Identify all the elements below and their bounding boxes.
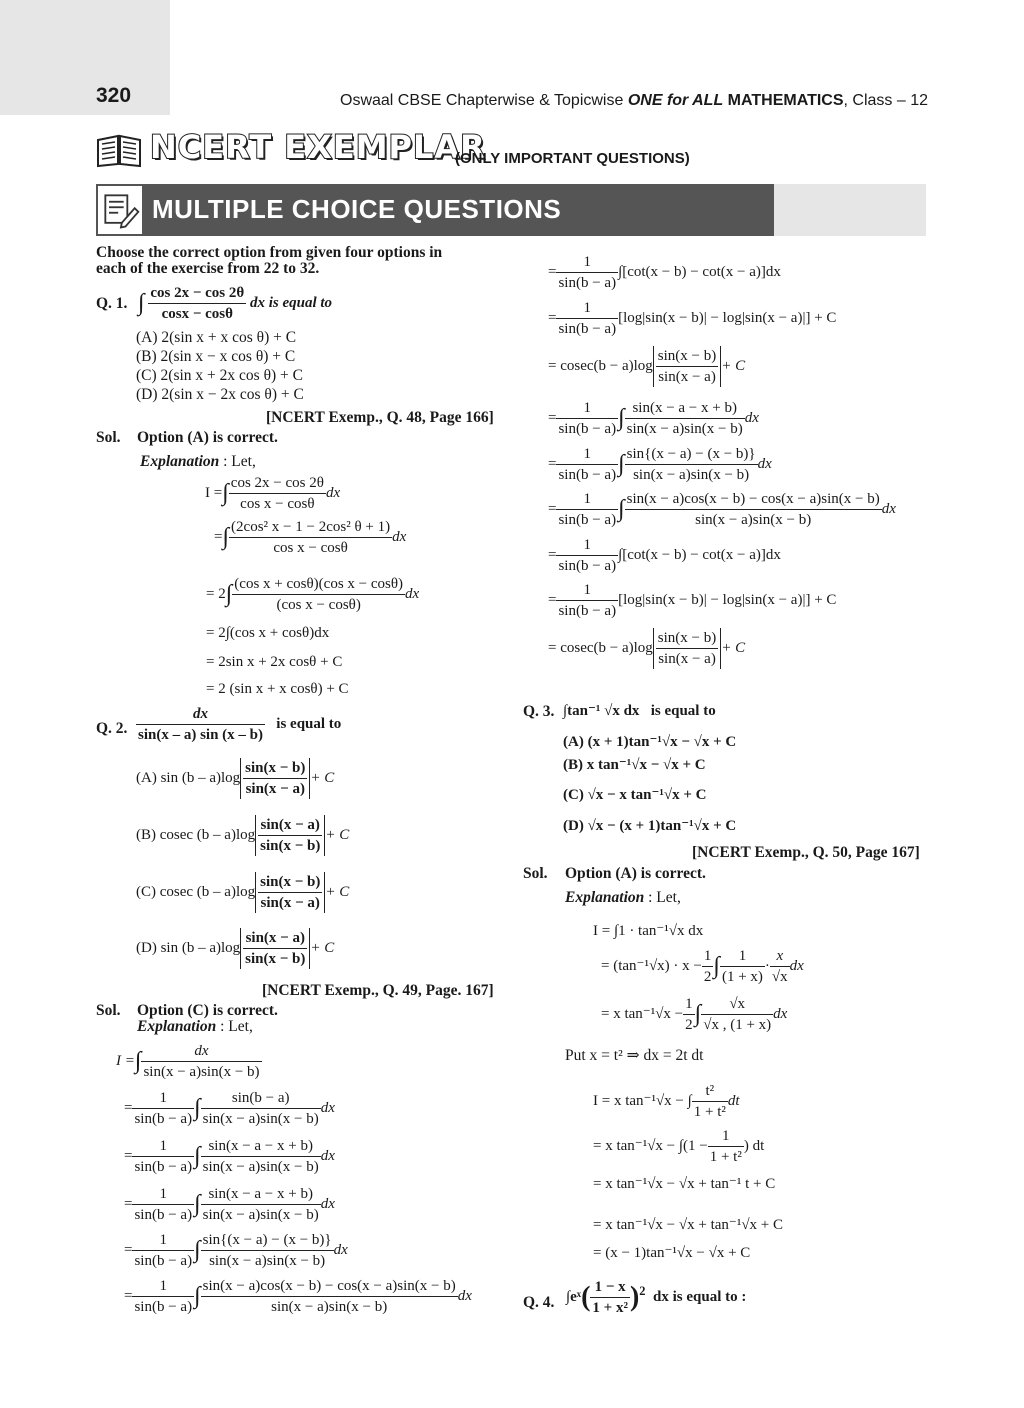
q2-right-step-5-den: sin(x − a)sin(x − b) [633,467,750,483]
q3-step-2: = (tan⁻¹√x) · x − $\frac{1}{2}$ ∫ $\frac{1}{(1 + x)}$ · $\frac{x}{√x}$ dx [601,948,804,985]
q1-sol: Option (A) is correct. [137,429,278,446]
q3-expl-label: Explanation [565,889,645,906]
q2-left-step-6-num: sin(x − a)cos(x − b) − cos(x − a)sin(x − b) [201,1276,458,1297]
plus-c: + C [310,939,335,956]
dx-label: dx [744,409,759,426]
q2-option-d-lead: (D) sin (b – a)log [136,939,241,956]
q3-step-1: I = ∫1 · tan⁻¹√x dx [593,923,704,939]
q2-left-step-6: = $\frac{1}{\sin(b - a)}$ ∫ $\frac{\sin(x - a)\cos(x - b) - \cos(x - a)\sin(x - b)}{\sin(x - a)\sin(x - b)}$ dx [124,1278,472,1315]
q1-step-3: = 2∫ $\frac{\text{(cos x + cosθ)(cos x − cosθ)}}{\text{(cos x − cosθ)}}$ dx [206,576,420,613]
q4-tail: dx is equal to : [653,1288,747,1305]
q2-left-step-2: = $\frac{1}{\sin(b - a)}$ ∫ $\frac{\sin(b - a)}{\sin(x - a)\sin(x - b)}$ dx [124,1090,335,1127]
q2-left-step-3-fn: 1 [132,1136,194,1157]
q1-step-1: I =∫ $\frac{\cos 2x - \cos 2\theta}{\text{cos x − cosθ}}$ dx [205,475,341,512]
q3-step-3-half-den: 2 [685,1017,693,1033]
q2-right-fd: sin(b − a) [558,603,617,619]
dx-label: dx [881,500,896,517]
q3-step-6: = x tan⁻¹√x − √x + tan⁻¹ t + C [593,1176,776,1192]
q3-option-b: (B) x tan⁻¹√x − √x + C [563,757,706,773]
q3-step-5-den: 1 + t² [709,1149,742,1165]
q2-left-step-5-fn: 1 [132,1230,194,1251]
q2-explanation [137,1017,253,1036]
q2-right-fd: sin(b − a) [558,467,617,483]
q3-stem [563,701,716,720]
plus-c: + C [325,883,350,900]
q1-explanation [140,452,256,471]
plus-c: + C [310,769,335,786]
q2-right-step-3-den: sin(x − a) [658,369,716,385]
page-number: 320 [96,84,132,107]
q2-left-step-5-lead: = [124,1241,133,1258]
q2-right-fn: 1 [556,535,618,556]
q2-option-c-lead: (C) cosec (b – a)log [136,883,256,900]
dx-label: dx [320,1195,335,1212]
q2-left-step-2-fn: 1 [132,1088,194,1109]
q2-option-b [136,815,349,856]
q3-step-2-half-den: 2 [703,969,712,985]
q2-option-d-den: sin(x − b) [245,951,306,967]
q3-step-4-lead: I = x tan⁻¹√x − ∫ [593,1092,692,1109]
q2-right-fd: sin(b − a) [558,421,617,437]
q1-step-6: = 2 (sin x + x cosθ) + C [206,681,349,697]
q2-left-step-3-fd: sin(b − a) [134,1159,193,1175]
q2-right-fn: 1 [556,489,618,510]
q3-step-4-num: t² [692,1081,728,1102]
q2-right-step-4-num: sin(x − a − x + b) [625,398,745,419]
q3-step-3-lead: = x tan⁻¹√x − [601,1005,684,1022]
q3-step-3: = x tan⁻¹√x − $\frac{1}{2}$ ∫ $\frac{√x}{√x , (1 + x)}$ dx [601,996,788,1033]
q1-expl-tail: : Let, [219,453,256,470]
q2-right-step-3 [548,346,745,387]
q1-tail: dx is equal to [249,294,333,311]
q2-right-step-9-den: sin(x − a) [658,651,716,667]
q2-right-step-2: = $\frac{1}{\sin(b - a)}$ [log|sin(x − b)| − log|sin(x − a)|] + C [548,300,837,337]
q2-left-step-4-den: sin(x − a)sin(x − b) [202,1207,319,1223]
q2-right-step-4-den: sin(x − a)sin(x − b) [626,421,743,437]
q2-option-a-lead: (A) sin (b – a)log [136,769,241,786]
q2-left-step-4: = $\frac{1}{\sin(b - a)}$ ∫ $\frac{\sin(x - a - x + b)}{\sin(x - a)\sin(x - b)}$ dx [124,1186,335,1223]
q2-right-step-9-lead: = cosec(b − a)log [548,639,653,656]
q3-step-5-lead: = x tan⁻¹√x − ∫(1 − [593,1137,708,1154]
q1-option-b: (B) 2(sin x − x cos θ) + C [136,348,296,365]
q2-left-step-2-lead: = [124,1099,133,1116]
q2-right-step-1: = $\frac{1}{\sin(b - a)}$ ∫[cot(x − b) − cot(x − a)]dx [548,254,781,291]
intro-line-1: Choose the correct option from given four options in [96,244,443,261]
q2-left-step-4-num: sin(x − a − x + b) [201,1184,321,1205]
q3-step-8: = (x − 1)tan⁻¹√x − √x + C [593,1245,751,1261]
q1-option-a: (A) 2(sin x + x cos θ) + C [136,329,297,346]
q2-right-step-4: = $\frac{1}{\sin(b - a)}$ ∫ $\frac{\sin(x - a - x + b)}{\sin(x - a)\sin(x - b)}$ dx [548,400,759,437]
q2-option-a-num: sin(x − b) [243,758,307,779]
q2-tail: is equal to [276,715,342,732]
q3-step-4-den: 1 + t² [693,1104,726,1120]
q1-option-c: (C) 2(sin x + 2x cos θ) + C [136,367,303,384]
q2-left-step-4-fn: 1 [132,1184,194,1205]
q1-step-5: = 2sin x + 2x cosθ + C [206,654,343,670]
dx-label: dx [333,1241,348,1258]
q2-right-step-2-body: [log|sin(x − b)| − log|sin(x − a)|] + C [618,309,837,326]
q1-step-2: =∫ $\frac{\text{(2cos² x − 1 − 2cos² θ + 1)}}{\text{cos x − cosθ}}$ dx [214,519,407,556]
q2-num: dx [136,704,265,725]
q2-option-b-den: sin(x − b) [260,838,321,854]
q2-left-step-5: = $\frac{1}{\sin(b - a)}$ ∫ $\frac{\sin\{(x - a) - (x - b)\}}{\sin(x - a)\sin(x - b)}$ dx [124,1232,348,1269]
q2-right-step-3-num: sin(x − b) [656,346,718,367]
q3-tail: is equal to [650,703,716,719]
q2-label: Q. 2. [96,720,128,737]
q2-left-step-1-num: dx [141,1041,261,1062]
q2-right-step-6-den: sin(x − a)sin(x − b) [695,512,812,528]
q1-step-4: = 2∫(cos x + cosθ)dx [206,625,330,641]
q2-left-step-2-fd: sin(b − a) [134,1111,193,1127]
q2-option-c-num: sin(x − b) [258,872,322,893]
q2-option-b-num: sin(x − a) [258,815,322,836]
q2-right-step-5-num: sin{(x − a) − (x − b)} [625,444,758,465]
q3-step-7: = x tan⁻¹√x − √x + tan⁻¹√x + C [593,1217,784,1233]
q1-stem [138,283,332,324]
q2-left-step-3: = $\frac{1}{\sin(b - a)}$ ∫ $\frac{\sin(x - a - x + b)}{\sin(x - a)\sin(x - b)}$ dx [124,1138,335,1175]
q2-left-step-6-lead: = [124,1287,133,1304]
q3-step-2-n2: x [770,946,790,967]
dx-label: dx [320,1147,335,1164]
q2-expl-label: Explanation [137,1018,217,1035]
q2-right-step-7-body: ∫[cot(x − b) − cot(x − a)]dx [618,546,781,563]
q1-step-1-den: cos x − cosθ [240,496,315,512]
q2-right-step-5: = $\frac{1}{\sin(b - a)}$ ∫ $\frac{\sin\{(x - a) - (x - b)\}}{\sin(x - a)\sin(x - b)}$ dx [548,446,772,483]
q3-step-2-n1: 1 [720,946,765,967]
q2-left-step-6-den: sin(x − a)sin(x − b) [271,1299,388,1315]
q4-stem: ∫eˣ( $\frac{1 - x}{\text{1 + x²}}$ )$^2$ dx is equal to : [566,1279,747,1316]
q2-left-step-3-num: sin(x − a − x + b) [201,1136,321,1157]
q2-right-step-8-body: [log|sin(x − b)| − log|sin(x − a)|] + C [618,591,837,608]
running-head-brand: ONE for ALL [627,92,724,109]
plus-c: + C [325,826,350,843]
q2-right-step-7: = $\frac{1}{\sin(b - a)}$ ∫[cot(x − b) − cot(x − a)]dx [548,537,781,574]
dx-label: dx [773,1005,788,1022]
q3-stem-expr: ∫tan⁻¹ √x dx [563,703,640,719]
q2-left-step-1: I =∫ $\frac{dx}{\sin(x - a)\sin(x - b)}$ [116,1043,260,1080]
q2-right-step-9-num: sin(x − b) [656,628,718,649]
dx-label: dx [457,1287,472,1304]
pencil-note-icon [96,184,144,236]
dx-label: dx [789,957,804,974]
q1-step-2-num: (2cos² x − 1 − 2cos² θ + 1) [229,517,392,538]
plus-c: + C [721,639,746,656]
q2-option-d-num: sin(x − a) [243,928,307,949]
q2-right-fn: 1 [556,580,618,601]
page-number-box [0,0,170,115]
open-book-icon [96,134,142,168]
q2-left-step-2-num: sin(b − a) [201,1088,321,1109]
q3-step-5 [593,1126,764,1167]
q2-option-d [136,928,334,969]
q2-right-fd: sin(b − a) [558,321,617,337]
q2-left-step-4-lead: = [124,1195,133,1212]
q3-step-2-lead: = (tan⁻¹√x) · x − [601,957,702,974]
q4-lead: ∫eˣ [566,1288,582,1305]
q2-option-a [136,758,334,799]
banner-subtitle: (ONLY IMPORTANT QUESTIONS) [455,150,690,167]
q2-right-fd: sin(b − a) [558,512,617,528]
running-head [340,92,928,110]
q2-right-step-1-body: ∫[cot(x − b) − cot(x − a)]dx [618,263,781,280]
q2-option-c [136,872,349,913]
q3-step-5-tail: ) dt [743,1137,765,1154]
q3-ref: [NCERT Exemp., Q. 50, Page 167] [692,844,920,861]
q1-expl-label: Explanation [140,453,220,470]
q2-right-fn: 1 [556,398,618,419]
integral-sign: ∫ [138,290,145,316]
q2-right-fd: sin(b − a) [558,558,617,574]
q2-left-step-3-den: sin(x − a)sin(x − b) [202,1159,319,1175]
q3-sol: Option (A) is correct. [565,865,706,882]
q3-option-a: (A) (x + 1)tan⁻¹√x − √x + C [563,734,737,750]
q1-step-1-num: cos 2x − cos 2θ [229,473,326,494]
q3-step-3-half-num: 1 [683,994,695,1015]
q1-num: cos 2x − cos 2θ [148,283,246,304]
q4-num: 1 − x [590,1277,630,1298]
q2-left-step-6-fd: sin(b − a) [134,1299,193,1315]
q4-den: 1 + x² [592,1300,628,1316]
q1-step-3-den: (cos x − cosθ) [276,597,361,613]
q2-left-step-6-fn: 1 [132,1276,194,1297]
q3-expl-tail: : Let, [644,889,681,906]
q2-den: sin(x – a) sin (x – b) [138,727,264,743]
q2-left-step-2-den: sin(x − a)sin(x − b) [202,1111,319,1127]
q2-right-step-6: = $\frac{1}{\sin(b - a)}$ ∫ $\frac{\sin(x - a)\cos(x - b) - \cos(x - a)\sin(x - b)}{\sin(x - a)\sin(x - b)}$ dx [548,491,896,528]
q1-sol-label: Sol. [96,429,121,446]
q2-right-fn: 1 [556,444,618,465]
q3-explanation [565,888,681,907]
q2-option-c-den: sin(x − a) [260,895,320,911]
intro-line-2: each of the exercise from 22 to 32. [96,260,320,277]
q2-right-fd: sin(b − a) [558,275,617,291]
running-head-class: , Class – 12 [843,92,928,109]
q3-option-d: (D) √x − (x + 1)tan⁻¹√x + C [563,818,737,834]
q2-sol: Option (C) is correct. [137,1002,278,1019]
q2-right-step-9 [548,628,745,669]
q3-step-4: I = x tan⁻¹√x − ∫ $\frac{\text{t²}}{\text{1 + t²}}$ dt [593,1083,740,1120]
q3-substitution: Put x = t² ⇒ dx = 2t dt [565,1047,704,1064]
q2-left-step-1-lead: I = [116,1052,135,1069]
q1-step-2-den: cos x − cosθ [273,540,348,556]
running-head-subject: MATHEMATICS [723,92,844,109]
q2-right-step-6-num: sin(x − a)cos(x − b) − cos(x − a)sin(x − b) [625,489,882,510]
q1-label: Q. 1. [96,295,128,312]
q3-step-2-half-num: 1 [702,946,714,967]
q1-option-d: (D) 2(sin x − 2x cos θ) + C [136,386,304,403]
q1-step-3-num: (cos x + cosθ)(cos x − cosθ) [232,574,405,595]
banner-title: NCERT EXEMPLAR [150,128,486,166]
q2-right-fn: 1 [556,298,618,319]
q3-step-3-den: √x , (1 + x) [703,1017,772,1033]
running-head-prefix: Oswaal CBSE Chapterwise & Topicwise [340,92,628,109]
q2-right-fn: 1 [556,252,618,273]
q2-right-step-3-lead: = cosec(b − a)log [548,357,653,374]
q2-option-b-lead: (B) cosec (b – a)log [136,826,256,843]
q2-left-step-4-fd: sin(b − a) [134,1207,193,1223]
q2-left-step-5-num: sin{(x − a) − (x − b)} [201,1230,334,1251]
q3-step-5-num: 1 [708,1126,744,1147]
q2-left-step-1-den: sin(x − a)sin(x − b) [143,1064,260,1080]
q2-stem [136,704,341,745]
q4-square: 2 [639,1283,646,1298]
q2-option-a-den: sin(x − a) [245,781,305,797]
q3-step-3-num: √x [701,994,773,1015]
q3-step-2-d2: √x [771,969,788,985]
q1-step-1-lhs: I = [205,484,223,501]
plus-c: + C [721,357,746,374]
q3-label: Q. 3. [523,703,555,720]
q2-sol-label: Sol. [96,1002,121,1019]
q2-left-step-5-fd: sin(b − a) [134,1253,193,1269]
dx-label: dx [757,455,772,472]
q3-step-2-d1: (1 + x) [721,969,763,985]
q3-sol-label: Sol. [523,865,548,882]
q1-ref: [NCERT Exemp., Q. 48, Page 166] [266,409,494,426]
q2-expl-tail: : Let, [216,1018,253,1035]
q3-option-c: (C) √x − x tan⁻¹√x + C [563,787,707,803]
q2-right-step-8: = $\frac{1}{\sin(b - a)}$ [log|sin(x − b)| − log|sin(x − a)|] + C [548,582,837,619]
q2-left-step-3-lead: = [124,1147,133,1164]
q4-label: Q. 4. [523,1294,555,1311]
section-title: MULTIPLE CHOICE QUESTIONS [152,194,562,224]
dx-label: dx [320,1099,335,1116]
q1-den: cosx − cosθ [161,306,233,322]
q2-left-step-5-den: sin(x − a)sin(x − b) [209,1253,326,1269]
q2-ref: [NCERT Exemp., Q. 49, Page. 167] [262,982,494,999]
